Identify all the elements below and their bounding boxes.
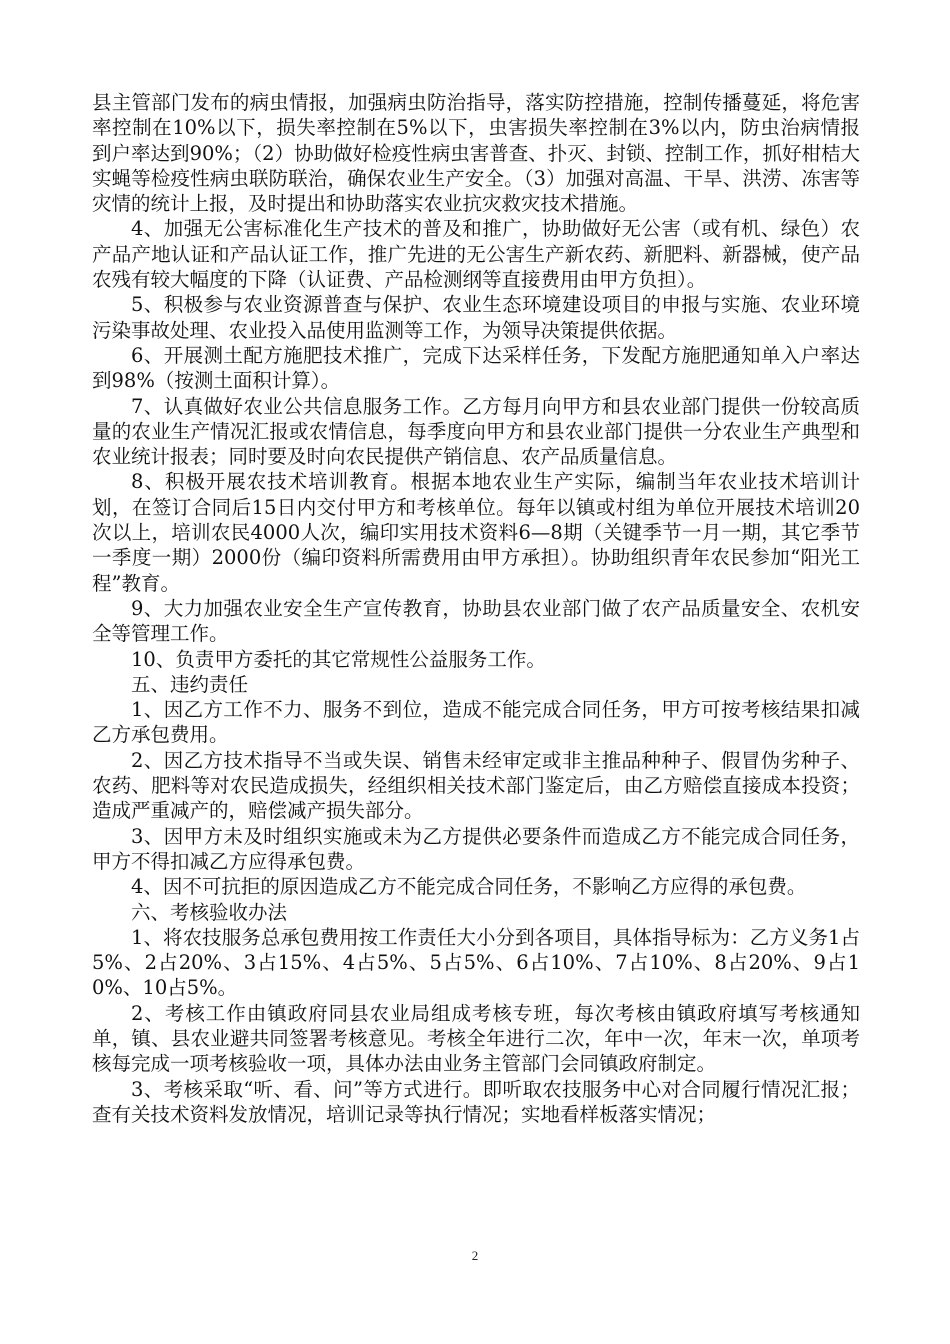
paragraph-item-9: 9、大力加强农业安全生产宣传教育，协助县农业部门做了农产品质量安全、农机安全等管理工作。 xyxy=(92,596,860,646)
paragraph-breach-2: 2、因乙方技术指导不当或失误、销售未经审定或非主推品种种子、假冒伪劣种子、农药、肥料等对农民造成损失，经组织相关技术部门鉴定后，由乙方赔偿直接成本投资；造成严重减产的，赔偿减产损失部分。 xyxy=(92,748,860,823)
section-heading-breach: 五、违约责任 xyxy=(131,672,249,696)
paragraph-breach-4: 4、因不可抗拒的原因造成乙方不能完成合同任务，不影响乙方应得的承包费。 xyxy=(131,875,807,899)
paragraph-item-5: 5、积极参与农业资源普查与保护、农业生态环境建设项目的申报与实施、农业环境污染事故处理、农业投入品使用监测等工作，为领导决策提供依据。 xyxy=(92,293,860,342)
paragraph-item-6: 6、开展测土配方施肥技术推广，完成下达采样任务，下发配方施肥通知单入户率达到98%（按测土面积计算）。 xyxy=(92,343,860,393)
paragraph-assessment-3: 3、考核采取“听、看、问”等方式进行。即听取农技服务中心对合同履行情况汇报；查有关技术资料发放情况，培训记录等执行情况；实地看样板落实情况； xyxy=(92,1077,860,1126)
paragraph-item-4: 4、加强无公害标准化生产技术的普及和推广，协助做好无公害（或有机、绿色）农产品产地认证和产品认证工作，推广先进的无公害生产新农药、新肥料、新器械，使产品农残有较大幅度的下降（认证费、产品检测纲等直接费用由甲方负担）。 xyxy=(92,217,860,292)
paragraph-item-8: 8、积极开展农技术培训教育。根据本地农业生产实际，编制当年农业技术培训计划，在签订合同后15日内交付甲方和考核单位。每年以镇或村组为单位开展技术培训20次以上，培训农民4000人次，编印实用技术资料6—8期（关键季节一月一期，其它季节一季度一期）2000份（编印资料所需费用由甲方承担）。协助组织青年农民参加“阳光工程”教育。 xyxy=(92,470,860,595)
paragraph-pest-control: 县主管部门发布的病虫情报，加强病虫防治指导，落实防控措施，控制传播蔓延，将危害率控制在10%以下，损失率控制在5%以下，虫害损失率控制在3%以内，防虫治病情报到户率达到90%；（2）协助做好检疫性病虫害普查、扑灭、封锁、控制工作，抓好柑桔大实蝇等检疫性病虫联防联治，确保农业生产安全。（3）加强对高温、干旱、洪涝、冻害等灾情的统计上报，及时提出和协助落实农业抗灾救灾技术措施。 xyxy=(92,91,860,216)
paragraph-assessment-1: 1、将农技服务总承包费用按工作责任大小分到各项目，具体指导标为：乙方义务1占5%、2占20%、3占15%、4占5%、5占5%、6占10%、7占10%、8占20%、9占10%、10占5%。 xyxy=(92,925,860,1000)
paragraph-item-10: 10、负责甲方委托的其它常规性公益服务工作。 xyxy=(131,647,546,671)
section-heading-assessment: 六、考核验收办法 xyxy=(131,900,288,924)
paragraph-breach-1: 1、因乙方工作不力、服务不到位，造成不能完成合同任务，甲方可按考核结果扣减乙方承包费用。 xyxy=(92,698,860,747)
page-number: 2 xyxy=(471,1248,479,1263)
paragraph-breach-3: 3、因甲方未及时组织实施或未为乙方提供必要条件而造成乙方不能完成合同任务，甲方不得扣减乙方应得承包费。 xyxy=(92,824,860,873)
paragraph-assessment-2: 2、考核工作由镇政府同县农业局组成考核专班，每次考核由镇政府填写考核通知单，镇、县农业避共同签署考核意见。考核全年进行二次，年中一次，年末一次，单项考核每完成一项考核验收一项，具体办法由业务主管部门会同镇政府制定。 xyxy=(92,1001,860,1076)
document-body xyxy=(92,90,860,1127)
paragraph-item-7: 7、认真做好农业公共信息服务工作。乙方每月向甲方和县农业部门提供一份较高质量的农业生产情况汇报或农情信息，每季度向甲方和县农业部门提供一分农业生产典型和农业统计报表；同时要及时向农民提供产销信息、农产品质量信息。 xyxy=(92,394,860,469)
